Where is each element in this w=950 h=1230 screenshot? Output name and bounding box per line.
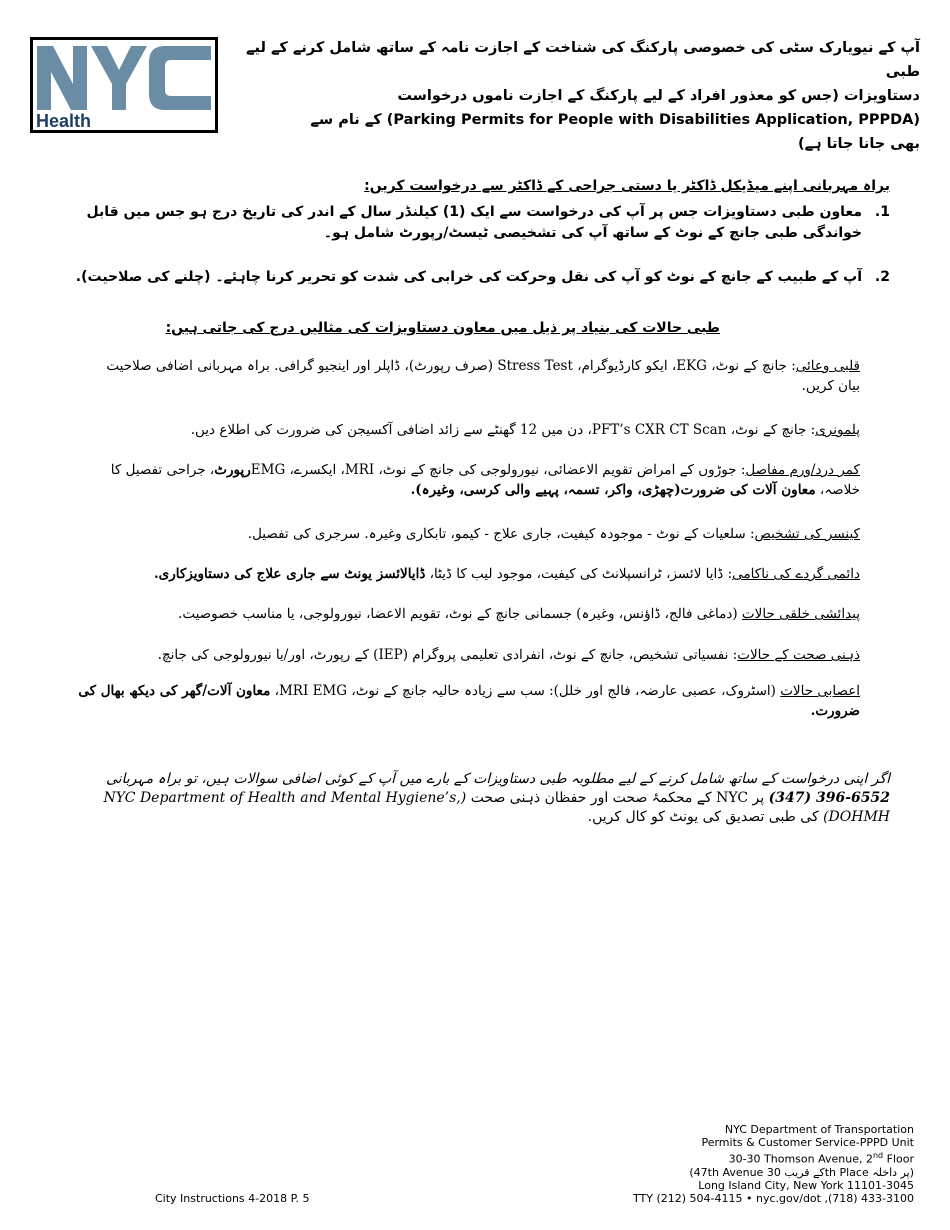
condition-label: پلمونری	[815, 422, 860, 438]
title-line-3: (Parking Permits for People with Disabilities Application, PPPDA) کے نام سے	[310, 112, 920, 128]
condition-bold-1: رپورٹ	[214, 462, 251, 478]
condition-bold-2: معاون آلات کی ضرورت(چھڑی، واکر، تسمہ، پہیے والی کرسی، وغیرہ).	[410, 482, 816, 498]
condition-label: پیدائشی خلقی حالات	[741, 606, 860, 622]
item-text: معاون طبی دستاویزات جس پر آپ کی درخواست سے ایک (1) کیلنڈر سال کے اندر کی تاریخ درج ہو جس میں قابل خواندگی طبی جانچ کے نوٹ کے ساتھ آپ کی تشخیصی ٹیسٹ/رپورٹ شامل ہو۔	[86, 204, 862, 241]
footer-unit: Permits & Customer Service-PPPD Unit	[701, 1136, 914, 1149]
footer-dept: NYC Department of Transportation	[724, 1123, 914, 1136]
condition-text: (دماغی فالج، ڈاؤنس، وغیرہ) جسمانی جانچ کے نوٹ، تقویم الاعضا، نیورولوجی، یا مناسب خصوصیت.	[178, 606, 742, 622]
dohmh-name: (NYC Department of Health and Mental Hygiene’s, DOHMH)	[103, 790, 890, 825]
item-number: 2.	[874, 269, 890, 285]
condition-label: قلبی وعائی	[795, 358, 860, 374]
condition-text: : نفسیاتی تشخیص، جانچ کے نوٹ، انفرادی تعلیمی پروگرام (IEP) کے رپورٹ، اور/یا نیورولوجی کی جانچ.	[157, 647, 738, 663]
closing-line-2: پر NYC کے محکمۂ صحت اور حفظان ذہنی صحت	[470, 790, 769, 806]
logo-sub: Health	[36, 111, 92, 130]
nyc-logo-icon	[33, 40, 215, 130]
condition-pulmonary	[90, 420, 860, 440]
title-line-2: دستاویزات (جس کو معذور افراد کے لیے پارکنگ کے اجازت ناموں درخواست	[397, 88, 920, 104]
page-footer-id: City Instructions 4-2018 P. 5	[155, 1192, 310, 1205]
item-text: آپ کے طبیب کے جانچ کے نوٹ کو آپ کی نقل وحرکت کی خرابی کی شدت کو تحریر کرنا چاہئے۔ (چلنے کی صلاحیت).	[75, 269, 862, 285]
condition-text: : ڈایا لائسز، ٹرانسپلانٹ کی کیفیت، موجود لیب کا ڈیٹا،	[425, 566, 733, 582]
page-title	[245, 36, 920, 156]
condition-text: : جوڑوں کے امراض تقویم الاعضائی، نیورولوجی کی جانچ کے نوٹ، MRI، ایکسرے، EMG	[250, 462, 746, 478]
item-number: 1.	[874, 204, 890, 220]
footer-address	[494, 1123, 914, 1205]
footer-street: 30-30 Thomson Avenue, 2nd Floor	[728, 1151, 914, 1166]
condition-back-pain	[85, 460, 860, 500]
condition-label: کینسر کی تشخیص	[754, 526, 860, 542]
phone-number: 6552-396 (347)	[768, 790, 890, 806]
condition-kidney	[90, 564, 860, 584]
condition-cardiac	[90, 356, 860, 396]
condition-neurological	[55, 681, 860, 721]
intro-instruction: براہ مہربانی اپنے میڈیکل ڈاکٹر یا دستی جراحی کے ڈاکٹر سے درخواست کریں:	[364, 178, 890, 194]
condition-label: دائمی گردے کی ناکامی	[732, 566, 860, 582]
numbered-item-2	[60, 267, 890, 288]
closing-line-1: اگر اپنی درخواست کے ساتھ شامل کرنے کے لیے مطلوبہ طبی دستاویزات کے بارے میں آپ کے کوئی اضافی سوالات ہیں، تو براہ مہربانی	[105, 771, 890, 787]
condition-congenital	[90, 604, 860, 624]
condition-label: ذہنی صحت کے حالات	[737, 647, 860, 663]
nyc-health-logo	[30, 37, 218, 133]
title-line-1: آپ کے نیویارک سٹی کی خصوصی پارکنگ کی شناخت کے اجازت نامہ کے ساتھ شامل کرنے کے لیے طبی	[246, 40, 920, 80]
condition-text: (اسٹروک، عصبی عارضہ، فالج اور خلل): سب سے زیادہ حالیہ جانچ کے نوٹ، MRI EMG،	[270, 683, 781, 699]
condition-text: : جانچ کے نوٹ، EKG، ایکو کارڈیوگرام، Stress Test (صرف رپورٹ)، ڈاپلر اور اینجیو گرافی. براہ مہربانی اضافی صلاحیت بیان کریں.	[106, 358, 860, 394]
closing-paragraph	[60, 770, 890, 827]
condition-cancer	[90, 524, 860, 544]
footer-entry: (47th Avenue کے قریب 30th Place پر داخلہ)	[689, 1165, 914, 1179]
footer-city: Long Island City, New York 11101-3045	[698, 1178, 914, 1192]
condition-text-2: ، جراحی تفصیل کا خلاصہ،	[110, 462, 860, 498]
title-line-4: بھی جانا جاتا ہے)	[797, 136, 920, 152]
condition-bold: ڈایالائسز یونٹ سے جاری علاج کی دستاویزکاری.	[153, 566, 426, 582]
condition-label: اعصابی حالات	[780, 683, 860, 699]
footer-contact: TTY (212) 504-4115 • nyc.gov/dot ,(718) 433-3100	[633, 1191, 914, 1205]
condition-text: : جانچ کے نوٹ، PFT’s CXR CT Scan، دن میں 12 گھنٹے سے زائد اضافی آکسیجن کی ضرورت کی اطلاع دیں.	[190, 422, 816, 438]
examples-heading: طبی حالات کی بنیاد پر ذیل میں معاون دستاویزات کی مثالیں درج کی جاتی ہیں:	[165, 320, 720, 336]
closing-line-3: کی طبی تصدیق کی یونٹ کو کال کریں.	[587, 809, 824, 825]
condition-mental-health	[85, 645, 860, 665]
numbered-item-1	[60, 202, 890, 244]
condition-bold: معاون آلات/گھر کی دیکھ بھال کی ضرورت.	[78, 683, 860, 719]
condition-text: : سلعیات کے نوٹ - موجودہ کیفیت، جاری علاج - کیمو، تابکاری وغیرہ. سرجری کی تفصیل.	[247, 526, 755, 542]
condition-label: کمر درد/ورم مفاصل	[745, 462, 860, 478]
